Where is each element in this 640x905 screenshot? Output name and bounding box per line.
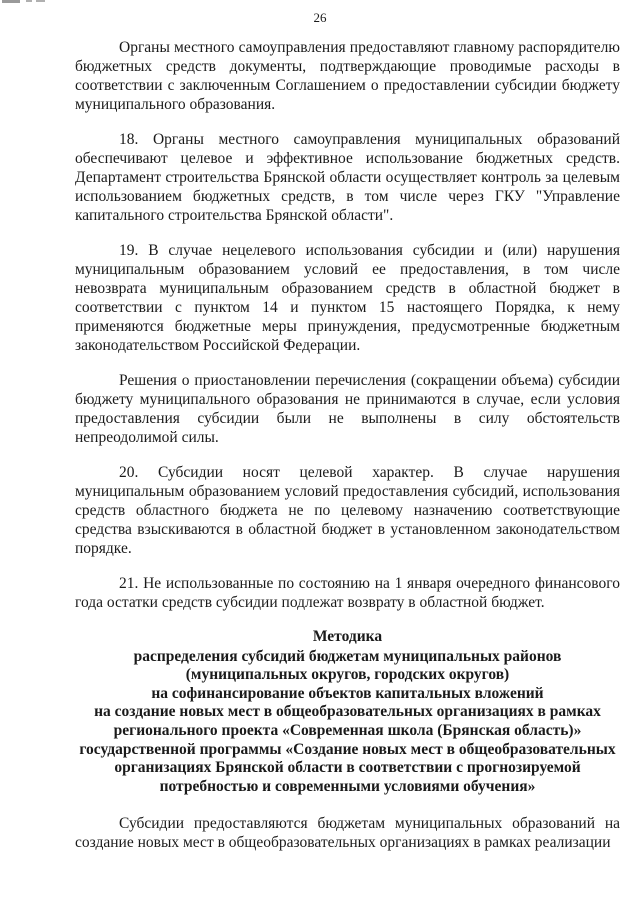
paragraph-suspension-decisions: Решения о приостановлении перечисления (сокращении объема) субсидии бюджету муниципального образования не принимаются в случае, если условия предоставления субсидии были не выполнены в силу обстоятельств непреодолимой силы. [75, 372, 620, 446]
scan-artifact-mark [0, 0, 60, 8]
heading-line: на создание новых мест в общеобразовательных организациях в рамках [94, 703, 601, 721]
paragraph-19: 19. В случае нецелевого использования субсидии и (или) нарушения муниципальным образованием условий ее предоставления, в том числе невозврата муниципальным образованием средств в областной бюджет в соответствии с пунктом 14 и пунктом 15 настоящего Порядка, к нему применяются бюджетные меры принуждения, предусмотренные бюджетным законодательством Российской Федерации. [75, 242, 620, 354]
heading-line: организациях Брянской области в соответствии с прогнозируемой [114, 759, 581, 777]
paragraph-20: 20. Субсидии носят целевой характер. В случае нарушения муниципальным образованием условий предоставления субсидий, использования средств областного бюджета не по целевому назначению соответствующие средства взыскиваются в областной бюджет в установленном законодательством порядке. [75, 464, 620, 557]
heading-line: регионального проекта «Современная школа (Брянская область)» [113, 721, 582, 739]
heading-title: Методика [312, 628, 383, 645]
paragraph-21: 21. Не использованные по состоянию на 1 января очередного финансового года остатки средств субсидии подлежат возврату в областной бюджет. [75, 575, 620, 611]
paragraph-subsidies-provided: Субсидии предоставляются бюджетам муниципальных образований на создание новых мест в общеобразовательных организациях в рамках реализации [75, 815, 620, 852]
page-number: 26 [313, 10, 327, 25]
heading-line: распределения субсидий бюджетам муниципальных районов [133, 647, 562, 665]
heading-line: на софинансирование объектов капитальных вложений [151, 684, 544, 702]
heading-line: потребностью и современными условиями обучения» [159, 777, 536, 795]
heading-line: (муниципальных округов, городских округов) [185, 666, 510, 684]
methodology-heading [75, 628, 620, 796]
paragraph-documents: Органы местного самоуправления предоставляют главному распорядителю бюджетных средств документы, подтверждающие проводимые расходы в соответствии с заключенным Соглашением о предоставлении субсидии бюджету муниципального образования. [75, 39, 620, 113]
heading-line: государственной программы «Создание новых мест в общеобразовательных [79, 740, 616, 758]
document-body [75, 38, 620, 868]
paragraph-18: 18. Органы местного самоуправления муниципальных образований обеспечивают целевое и эффективное использование бюджетных средств. Департамент строительства Брянской области осуществляет контроль за целевым использованием бюджетных средств, в том числе через ГКУ "Управление капитального строительства Брянской области". [75, 131, 620, 224]
